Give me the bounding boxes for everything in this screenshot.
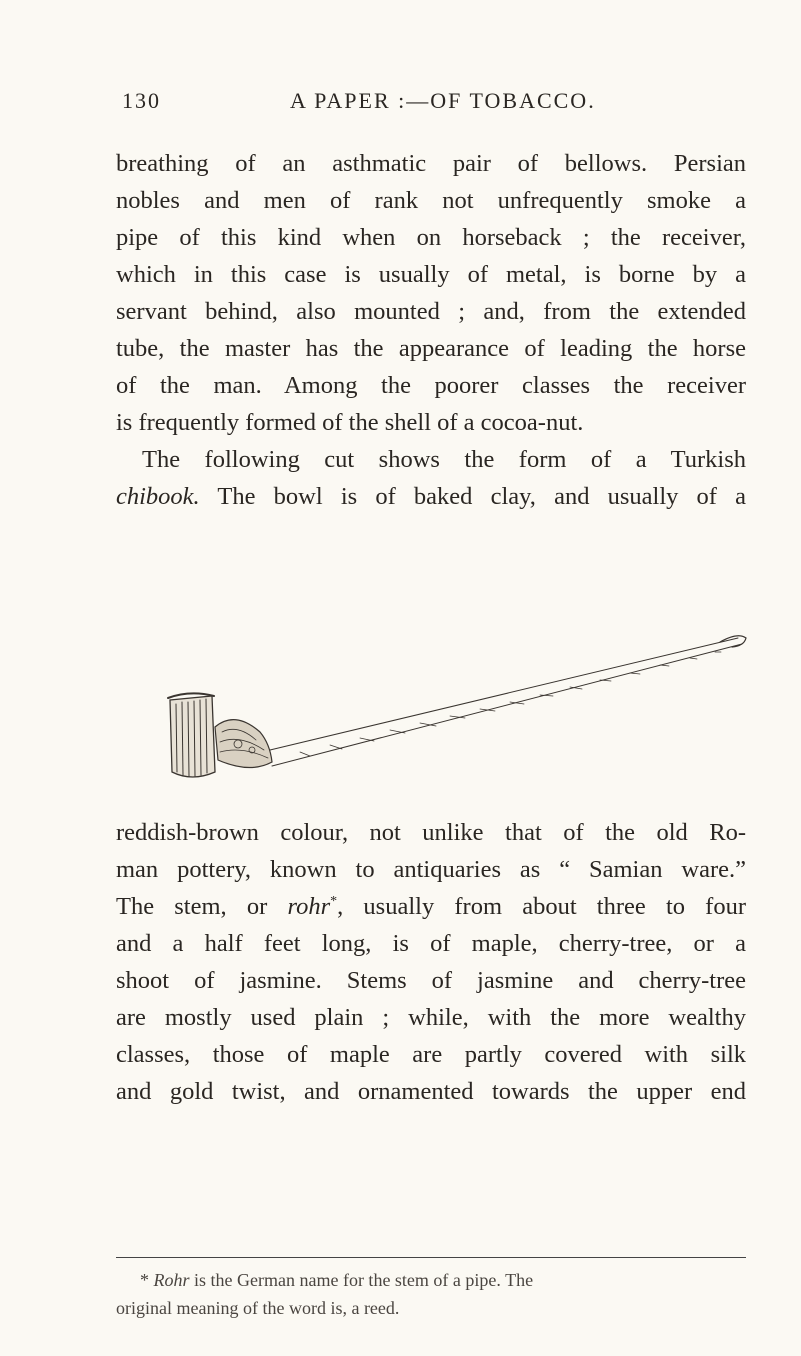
text-line: The following cut shows the form of a Turkish	[142, 446, 746, 473]
footnote	[116, 1266, 746, 1322]
text-line: shoot of jasmine. Stems of jasmine and cherry-tree	[116, 967, 746, 994]
text-fragment: The bowl is of baked clay, and usually of a	[199, 483, 746, 510]
text-line: and a half feet long, is of maple, cherry-tree, or a	[116, 930, 746, 957]
page-number: 130	[122, 88, 161, 113]
text-line: nobles and men of rank not unfrequently smoke a	[116, 187, 746, 214]
italic-word-chibook: chibook.	[116, 483, 200, 510]
footnote-text: is the German name for the stem of a pipe. The	[189, 1270, 534, 1290]
text-line: classes, those of maple are partly covered with silk	[116, 1041, 746, 1068]
text-line: is frequently formed of the shell of a cocoa-nut.	[116, 409, 584, 436]
footnote-mark: *	[140, 1270, 149, 1290]
text-line: of the man. Among the poorer classes the receiver	[116, 372, 746, 399]
footnote-line: original meaning of the word is, a reed.	[116, 1298, 400, 1318]
text-line: tube, the master has the appearance of leading the horse	[116, 335, 746, 362]
text-block-bottom	[116, 814, 746, 1110]
footnote-line	[116, 1266, 746, 1294]
text-line: breathing of an asthmatic pair of bellows. Persian	[116, 150, 746, 177]
text-line: servant behind, also mounted ; and, from the extended	[116, 298, 746, 325]
text-line: are mostly used plain ; while, with the more wealthy	[116, 1004, 746, 1031]
text-block-top	[116, 145, 746, 515]
text-line: which in this case is usually of metal, is borne by a	[116, 261, 746, 288]
text-line: pipe of this kind when on horseback ; the receiver,	[116, 224, 746, 251]
running-title: A PAPER :—OF TOBACCO.	[290, 88, 596, 113]
footnote-divider	[116, 1257, 746, 1258]
text-fragment: , usually from about three to four	[337, 893, 746, 920]
italic-word-rohr: rohr	[287, 893, 331, 920]
text-fragment: The stem, or	[116, 893, 288, 920]
text-line: man pottery, known to antiquaries as “ Samian ware.”	[116, 856, 746, 883]
footnote-term: Rohr	[153, 1270, 190, 1290]
chibook-pipe-illustration	[160, 632, 760, 802]
pipe-joint	[215, 720, 272, 768]
text-line	[116, 888, 746, 925]
pipe-stem	[270, 638, 738, 750]
text-line	[116, 478, 746, 515]
page-header	[116, 88, 746, 124]
pipe-stem-lower	[272, 644, 742, 766]
text-line: and gold twist, and ornamented towards the upper end	[116, 1078, 746, 1105]
text-line: reddish-brown colour, not unlike that of the old Ro-	[116, 819, 746, 846]
footnote-reference: *	[330, 893, 338, 909]
